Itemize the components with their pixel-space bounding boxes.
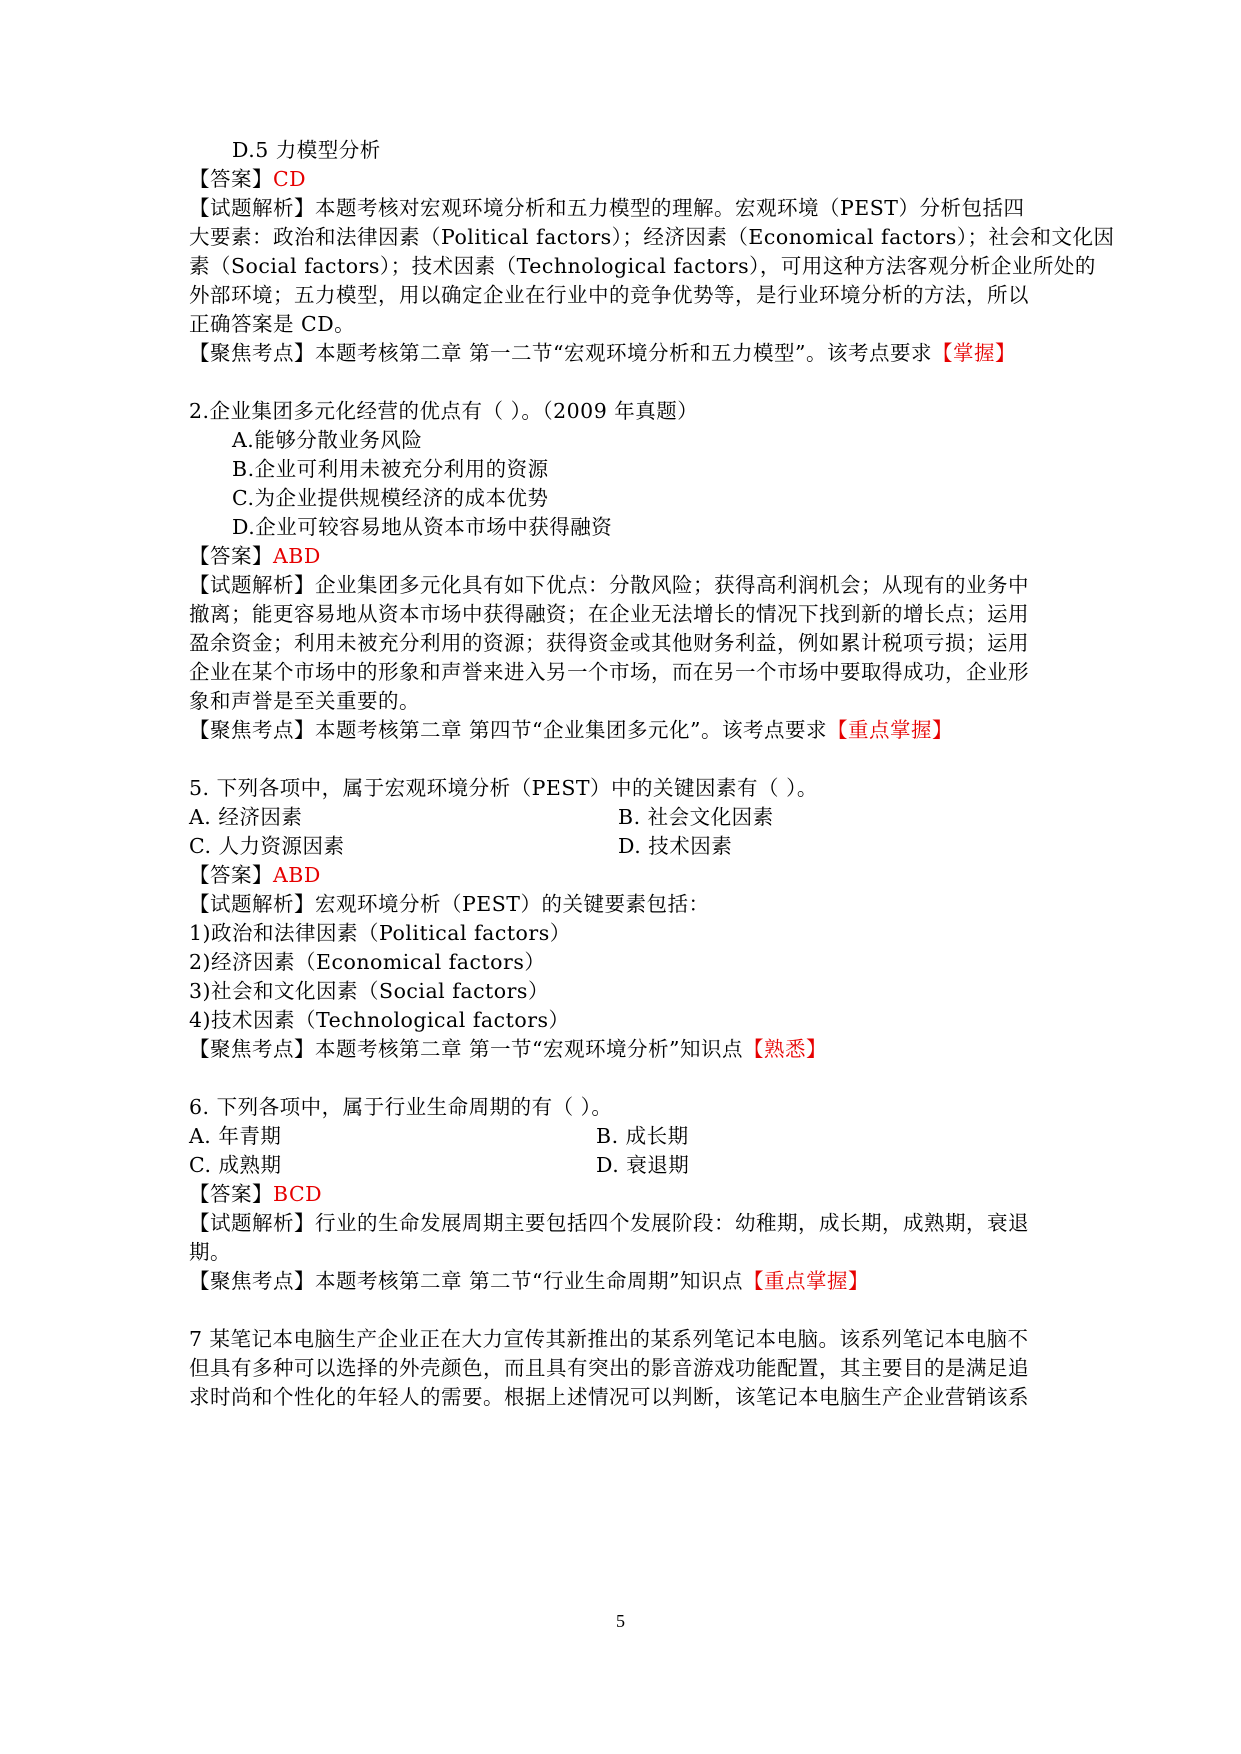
focus-text: 【聚焦考点】本题考核第二章 第一二节“宏观环境分析和五力模型”。该考点要求 xyxy=(189,341,932,365)
analysis-line: 正确答案是 CD。 xyxy=(189,312,356,336)
option-c: C. 成熟期 xyxy=(189,1153,282,1177)
answer-label: 【答案】 xyxy=(189,544,273,568)
option-d: D.5 力模型分析 xyxy=(232,138,381,162)
focus-line xyxy=(189,337,1059,369)
option-a: A. 经济因素 xyxy=(189,805,303,829)
analysis-line: 大要素：政治和法律因素（Political factors）；经济因素（Economical factors）；社会和文化因 xyxy=(189,225,1115,249)
analysis-line: 【试题解析】企业集团多元化具有如下优点：分散风险；获得高利润机会；从现有的业务中 xyxy=(189,573,1029,597)
answer-line xyxy=(189,540,1059,572)
focus-level: 【重点掌握】 xyxy=(742,1269,869,1293)
analysis-line: 象和声誉是至关重要的。 xyxy=(189,689,420,713)
option-d: D.企业可较容易地从资本市场中获得融资 xyxy=(232,515,613,539)
factor-item: 4)技术因素（Technological factors） xyxy=(189,1008,570,1032)
answer-line xyxy=(189,1178,1059,1210)
answer-label: 【答案】 xyxy=(189,167,273,191)
analysis-line: 期。 xyxy=(189,1240,231,1264)
question-stem: 7 某笔记本电脑生产企业正在大力宣传其新推出的某系列笔记本电脑。该系列笔记本电脑不 xyxy=(189,1327,1029,1351)
focus-line xyxy=(189,1033,1059,1065)
analysis-line: 企业在某个市场中的形象和声誉来进入另一个市场，而在另一个市场中要取得成功，企业形 xyxy=(189,660,1029,684)
answer-line xyxy=(189,859,1059,891)
analysis-line: 盈余资金；利用未被充分利用的资源；获得资金或其他财务利益，例如累计税项亏损；运用 xyxy=(189,631,1029,655)
factor-item: 3)社会和文化因素（Social factors） xyxy=(189,979,549,1003)
answer-line xyxy=(189,163,1059,195)
option-c: C. 人力资源因素 xyxy=(189,834,345,858)
option-a: A. 年青期 xyxy=(189,1124,282,1148)
analysis-line: 【试题解析】宏观环境分析（PEST）的关键要素包括： xyxy=(189,892,710,916)
question-stem: 2.企业集团多元化经营的优点有（ ）。（2009 年真题） xyxy=(189,399,699,423)
answer-value: CD xyxy=(273,167,307,191)
option-c: C.为企业提供规模经济的成本优势 xyxy=(232,486,549,510)
option-b: B. 成长期 xyxy=(596,1124,689,1148)
focus-text: 【聚焦考点】本题考核第二章 第二节“行业生命周期”知识点 xyxy=(189,1269,743,1293)
focus-text: 【聚焦考点】本题考核第二章 第四节“企业集团多元化”。该考点要求 xyxy=(189,718,827,742)
analysis-line: 撤离；能更容易地从资本市场中获得融资；在企业无法增长的情况下找到新的增长点；运用 xyxy=(189,602,1029,626)
factor-item: 1)政治和法律因素（Political factors） xyxy=(189,921,571,945)
analysis-line: 【试题解析】行业的生命发展周期主要包括四个发展阶段：幼稚期，成长期，成熟期，衰退 xyxy=(189,1211,1029,1235)
focus-level: 【重点掌握】 xyxy=(826,718,953,742)
question-stem: 5. 下列各项中，属于宏观环境分析（PEST）中的关键因素有（ ）。 xyxy=(189,776,818,800)
question-stem: 6. 下列各项中，属于行业生命周期的有（ ）。 xyxy=(189,1095,613,1119)
focus-text: 【聚焦考点】本题考核第二章 第一节“宏观环境分析”知识点 xyxy=(189,1037,743,1061)
focus-level: 【掌握】 xyxy=(931,341,1016,365)
analysis-line: 【试题解析】本题考核对宏观环境分析和五力模型的理解。宏观环境（PEST）分析包括四 xyxy=(189,196,1025,220)
page-number: 5 xyxy=(616,1611,625,1631)
option-d: D. 衰退期 xyxy=(596,1153,690,1177)
analysis-line: 外部环境；五力模型，用以确定企业在行业中的竞争优势等，是行业环境分析的方法，所以 xyxy=(189,283,1029,307)
option-a: A.能够分散业务风险 xyxy=(232,428,423,452)
question-stem: 但具有多种可以选择的外壳颜色，而且具有突出的影音游戏功能配置，其主要目的是满足追 xyxy=(189,1356,1029,1380)
option-d: D. 技术因素 xyxy=(618,834,733,858)
factor-item: 2)经济因素（Economical factors） xyxy=(189,950,546,974)
focus-line xyxy=(189,1265,1059,1297)
answer-value: ABD xyxy=(273,863,321,887)
question-stem: 求时尚和个性化的年轻人的需要。根据上述情况可以判断，该笔记本电脑生产企业营销该系 xyxy=(189,1385,1029,1409)
answer-label: 【答案】 xyxy=(189,863,273,887)
focus-level: 【熟悉】 xyxy=(742,1037,827,1061)
answer-label: 【答案】 xyxy=(189,1182,273,1206)
option-b: B.企业可利用未被充分利用的资源 xyxy=(232,457,549,481)
analysis-line: 素（Social factors）；技术因素（Technological factors），可用这种方法客观分析企业所处的 xyxy=(189,254,1096,278)
answer-value: ABD xyxy=(273,544,321,568)
focus-line xyxy=(189,714,1059,746)
answer-value: BCD xyxy=(273,1182,323,1206)
option-b: B. 社会文化因素 xyxy=(618,805,774,829)
